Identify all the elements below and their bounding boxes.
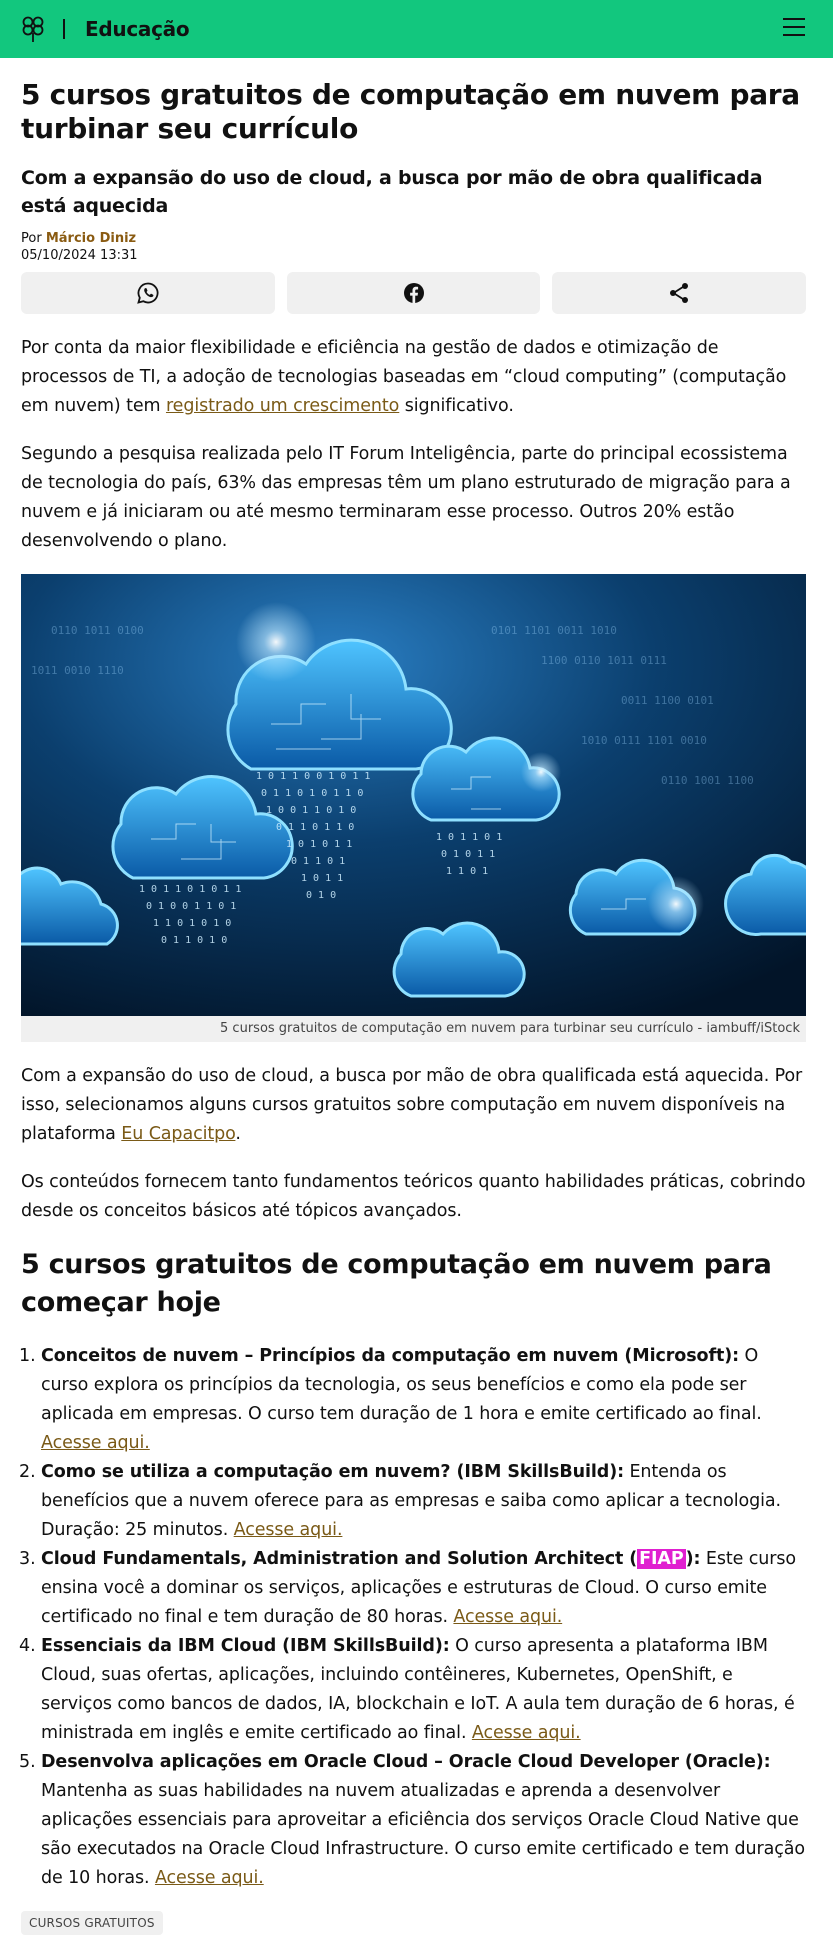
share-bar [21,272,806,314]
svg-text:0 1 0 1 1: 0 1 0 1 1 [441,849,496,860]
article-title: 5 cursos gratuitos de computação em nuvem para turbinar seu currículo [21,78,800,145]
article [21,58,806,1935]
svg-text:0110 1011 0100: 0110 1011 0100 [51,624,144,637]
list-item: 3. Cloud Fundamentals, Administration and Solution Architect ( FIAP ): Este curso ensina você a dominar os serviços, aplicações e estruturas de Cloud. O curso emite certificado no final e tem duração de 80 horas. Acesse aqui. [41,1545,806,1632]
cloud-computing-image [21,574,806,1016]
svg-text:0 1 1 0 1 1 0: 0 1 1 0 1 1 0 [276,822,355,833]
svg-text:0110 1001 1100: 0110 1001 1100 [661,774,754,787]
svg-text:0 1 0 0 1 1 0 1: 0 1 0 0 1 1 0 1 [146,901,237,912]
whatsapp-icon [136,281,160,305]
list-item: 4. Essenciais da IBM Cloud (IBM SkillsBuild): O curso apresenta a plataforma IBM Cloud, suas ofertas, aplicações, incluindo contêineres, Kubernetes, OpenShift, e serviços como bancos de dados, IA, blockchain e IoT. A aula tem duração de 6 horas, é ministrada em inglês e emite certificado ao final. Acesse aqui. [41,1632,806,1748]
paragraph-3: Com a expansão do uso de cloud, a busca por mão de obra qualificada está aquecida. Por isso, selecionamos alguns cursos gratuitos sobre computação em nuvem disponíveis na plataforma Eu Capacitpo. [21,1066,803,1144]
svg-text:1 0 1 1: 1 0 1 1 [301,873,344,884]
tag-cursos-gratuitos[interactable]: CURSOS GRATUITOS [21,1911,163,1935]
list-item: 1. Conceitos de nuvem – Princípios da computação em nuvem (Microsoft): O curso explora os princípios da tecnologia, os seus benefícios e como ela pode ser aplicada em empresas. O curso tem duração de 1 hora e emite certificado ao final. Acesse aqui. [41,1342,806,1458]
svg-text:0011 1100 0101: 0011 1100 0101 [621,694,714,707]
share-generic-button[interactable] [552,272,806,314]
svg-text:1 0 1 1 0 1 0 1 1: 1 0 1 1 0 1 0 1 1 [139,884,242,895]
svg-text:1 0 1 1 0 0 1 0 1 1: 1 0 1 1 0 0 1 0 1 1 [256,771,371,782]
svg-text:1 1 0 1: 1 1 0 1 [446,866,489,877]
tree-logo-icon[interactable] [21,15,45,43]
share-icon [667,281,691,305]
svg-text:1 1 0 1 0 1 0: 1 1 0 1 0 1 0 [153,918,232,929]
course-link[interactable]: Acesse aqui. [471,1723,581,1743]
svg-text:1 0 0 1 1 0 1 0: 1 0 0 1 1 0 1 0 [266,805,357,816]
course-link[interactable]: Acesse aqui. [453,1607,563,1627]
svg-text:0101 1101 0011 1010: 0101 1101 0011 1010 [491,624,617,637]
courses-list [21,1342,806,1893]
courses-section-title: 5 cursos gratuitos de computação em nuvem para começar hoje [21,1249,772,1318]
byline [21,229,806,248]
svg-text:0 1 0: 0 1 0 [306,890,337,901]
paragraph-1: Por conta da maior flexibilidade e eficiência na gestão de dados e otimização de processos de TI, a adoção de tecnologias baseadas em “cloud computing” (computação em nuvem) tem registrado um crescimento significativo. [21,338,787,416]
svg-text:0 1 1 0 1 0: 0 1 1 0 1 0 [161,935,228,946]
hero-figure [21,574,806,1042]
eu-capacito-link[interactable]: Eu Capacitpo [121,1124,236,1144]
facebook-icon [402,281,426,305]
header-divider [63,19,65,39]
svg-text:1011 0010 1110: 1011 0010 1110 [31,664,124,677]
svg-text:1 0 1 0 1 1: 1 0 1 0 1 1 [286,839,353,850]
paragraph-4: Os conteúdos fornecem tanto fundamentos teóricos quanto habilidades práticas, cobrindo desde os conceitos básicos até tópicos avançados. [21,1172,806,1221]
fiap-highlight: FIAP [639,1549,684,1569]
publish-date: 05/10/2024 13:31 [21,248,138,263]
author-link[interactable]: Márcio Diniz [45,231,137,246]
svg-text:1100 0110 1011 0111: 1100 0110 1011 0111 [541,654,667,667]
share-whatsapp-button[interactable] [21,272,275,314]
top-bar [0,0,833,58]
course-link[interactable]: Acesse aqui. [233,1520,343,1540]
course-link[interactable]: Acesse aqui. [154,1868,264,1888]
hamburger-menu-icon[interactable] [783,18,805,38]
section-name[interactable]: Educação [85,17,190,41]
course-link[interactable]: Acesse aqui. [41,1433,150,1453]
list-item: 2. Como se utiliza a computação em nuvem? (IBM SkillsBuild): Entenda os benefícios que a nuvem oferece para as empresas e saiba como aplicar a tecnologia. Duração: 25 minutos. Acesse aqui. [41,1458,806,1545]
article-subtitle: Com a expansão do uso de cloud, a busca por mão de obra qualificada está aquecida [21,167,763,217]
share-facebook-button[interactable] [287,272,541,314]
paragraph-2: Segundo a pesquisa realizada pelo IT Forum Inteligência, parte do principal ecossistema de tecnologia do país, 63% das empresas têm um plano estruturado de migração para a nuvem e já iniciaram ou até mesmo terminaram esse processo. Outros 20% estão desenvolvendo o plano. [21,444,791,551]
list-item: 5. Desenvolva aplicações em Oracle Cloud – Oracle Cloud Developer (Oracle): Mantenha as suas habilidades na nuvem atualizadas e aprenda a desenvolver aplicações essenciais para aproveitar a eficiência dos serviços Oracle Cloud Native que são executados na Oracle Cloud Infrastructure. O curso emite certificado e tem duração de 10 horas. Acesse aqui. [41,1748,806,1893]
svg-text:1 0 1 1 0 1: 1 0 1 1 0 1 [436,832,503,843]
svg-text:0 1 1 0 1: 0 1 1 0 1 [291,856,346,867]
by-prefix: Por [21,231,42,246]
image-caption: 5 cursos gratuitos de computação em nuvem para turbinar seu currículo - iambuff/iStock [21,1016,806,1042]
svg-text:0 1 1 0 1 0 1 1 0: 0 1 1 0 1 0 1 1 0 [261,788,364,799]
svg-text:1010 0111 1101 0010: 1010 0111 1101 0010 [581,734,707,747]
crescimento-link[interactable]: registrado um crescimento [165,396,400,416]
